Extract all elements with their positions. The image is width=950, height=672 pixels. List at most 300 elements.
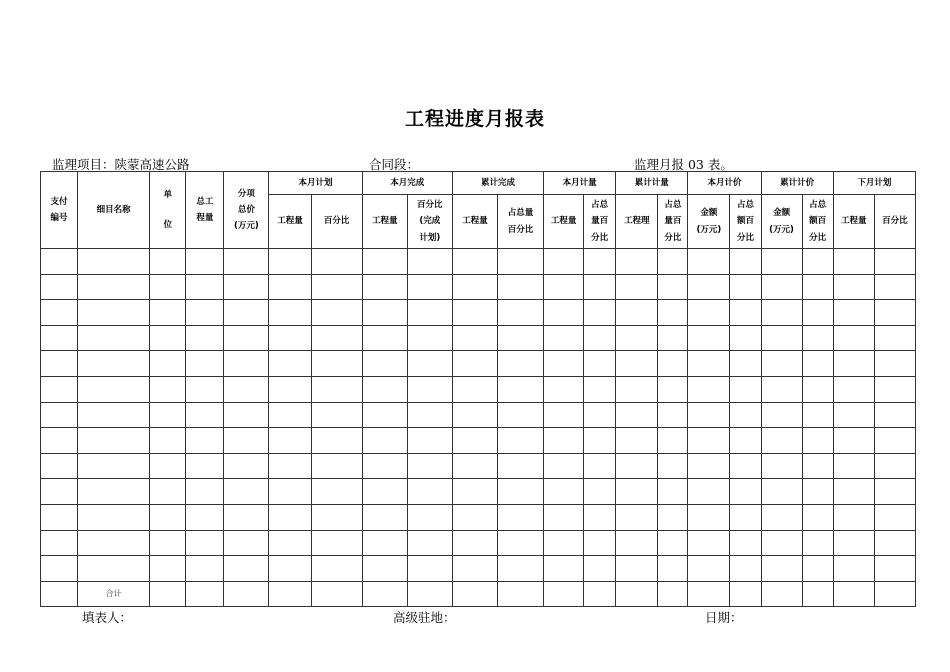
table-cell bbox=[452, 428, 497, 454]
table-cell bbox=[874, 402, 915, 428]
table-cell bbox=[186, 581, 224, 607]
table-cell bbox=[78, 504, 150, 530]
table-cell bbox=[269, 428, 311, 454]
group-done-month: 本月完成 bbox=[362, 172, 452, 195]
table-cell bbox=[688, 351, 730, 377]
table-cell bbox=[833, 479, 874, 505]
table-cell bbox=[362, 479, 407, 505]
table-cell bbox=[833, 376, 874, 402]
table-cell bbox=[802, 402, 833, 428]
table-cell bbox=[584, 428, 616, 454]
table-cell bbox=[658, 351, 688, 377]
table-cell bbox=[874, 479, 915, 505]
table-cell bbox=[452, 530, 497, 556]
table-cell bbox=[362, 504, 407, 530]
table-cell bbox=[186, 351, 224, 377]
table-cell bbox=[362, 402, 407, 428]
table-cell bbox=[616, 402, 658, 428]
table-cell bbox=[41, 274, 78, 300]
table-cell bbox=[186, 402, 224, 428]
table-cell bbox=[802, 530, 833, 556]
table-cell bbox=[452, 504, 497, 530]
table-cell bbox=[311, 453, 362, 479]
table-cell bbox=[616, 300, 658, 326]
table-cell bbox=[874, 504, 915, 530]
table-cell bbox=[150, 479, 186, 505]
table-cell bbox=[311, 530, 362, 556]
table-cell bbox=[150, 376, 186, 402]
table-cell bbox=[544, 376, 584, 402]
table-cell bbox=[544, 428, 584, 454]
table-cell bbox=[544, 556, 584, 582]
table-cell bbox=[616, 325, 658, 351]
table-cell bbox=[224, 249, 269, 275]
table-cell bbox=[362, 428, 407, 454]
table-cell bbox=[761, 300, 802, 326]
table-cell bbox=[452, 325, 497, 351]
table-cell bbox=[362, 376, 407, 402]
table-cell bbox=[150, 504, 186, 530]
sub-done-pct: 百分比 (完成 计划) bbox=[407, 195, 452, 249]
table-cell bbox=[584, 351, 616, 377]
sub-next-pct: 百分比 bbox=[874, 195, 915, 249]
table-cell bbox=[311, 274, 362, 300]
sub-meas-pct: 占总 量百 分比 bbox=[584, 195, 616, 249]
table-cell bbox=[833, 402, 874, 428]
contract-label: 合同段： bbox=[369, 157, 420, 172]
table-cell bbox=[584, 504, 616, 530]
table-cell bbox=[362, 581, 407, 607]
table-cell bbox=[269, 402, 311, 428]
table-cell bbox=[407, 249, 452, 275]
table-cell bbox=[150, 402, 186, 428]
table-cell bbox=[802, 351, 833, 377]
table-cell bbox=[362, 351, 407, 377]
table-cell bbox=[150, 530, 186, 556]
table-cell bbox=[224, 274, 269, 300]
table-cell bbox=[362, 325, 407, 351]
table-cell bbox=[362, 530, 407, 556]
sub-cum-qty: 工程量 bbox=[452, 195, 497, 249]
table-cell bbox=[186, 428, 224, 454]
table-cell bbox=[269, 556, 311, 582]
group-plan-next: 下月计划 bbox=[833, 172, 915, 195]
table-cell bbox=[41, 325, 78, 351]
table-cell bbox=[41, 530, 78, 556]
table-cell bbox=[833, 249, 874, 275]
sub-plan-qty: 工程量 bbox=[269, 195, 311, 249]
table-cell bbox=[150, 453, 186, 479]
table-cell bbox=[150, 325, 186, 351]
table-cell bbox=[78, 402, 150, 428]
table-cell bbox=[584, 530, 616, 556]
table-cell bbox=[362, 556, 407, 582]
table-cell bbox=[688, 402, 730, 428]
table-row bbox=[41, 249, 916, 275]
group-price-month: 本月计价 bbox=[688, 172, 761, 195]
table-cell bbox=[150, 274, 186, 300]
table-cell bbox=[452, 402, 497, 428]
table-cell bbox=[224, 402, 269, 428]
table-cell bbox=[224, 453, 269, 479]
table-cell bbox=[761, 274, 802, 300]
table-cell bbox=[730, 504, 761, 530]
table-cell bbox=[362, 453, 407, 479]
table-row bbox=[41, 530, 916, 556]
table-cell bbox=[150, 556, 186, 582]
table-cell bbox=[150, 249, 186, 275]
table-cell bbox=[730, 300, 761, 326]
header-item-name: 细目名称 bbox=[78, 172, 150, 249]
table-cell bbox=[186, 274, 224, 300]
table-cell bbox=[407, 428, 452, 454]
table-row bbox=[41, 504, 916, 530]
table-cell bbox=[78, 376, 150, 402]
table-cell bbox=[833, 530, 874, 556]
table-cell bbox=[874, 530, 915, 556]
table-row bbox=[41, 402, 916, 428]
table-cell bbox=[544, 530, 584, 556]
table-cell bbox=[497, 556, 543, 582]
table-cell bbox=[78, 428, 150, 454]
table-cell bbox=[452, 453, 497, 479]
table-cell bbox=[269, 249, 311, 275]
table-cell bbox=[224, 556, 269, 582]
table-cell bbox=[452, 249, 497, 275]
table-cell bbox=[269, 530, 311, 556]
table-cell bbox=[874, 274, 915, 300]
sub-next-qty: 工程量 bbox=[833, 195, 874, 249]
table-cell bbox=[584, 249, 616, 275]
table-cell bbox=[730, 581, 761, 607]
table-cell bbox=[78, 479, 150, 505]
table-cell bbox=[730, 428, 761, 454]
table-cell bbox=[452, 351, 497, 377]
table-cell bbox=[761, 504, 802, 530]
table-cell bbox=[688, 479, 730, 505]
table-cell bbox=[616, 428, 658, 454]
sub-done-qty: 工程量 bbox=[362, 195, 407, 249]
table-row bbox=[41, 556, 916, 582]
table-cell bbox=[407, 581, 452, 607]
table-cell bbox=[407, 504, 452, 530]
table-cell bbox=[41, 581, 78, 607]
table-cell bbox=[311, 325, 362, 351]
table-cell bbox=[150, 428, 186, 454]
table-cell bbox=[224, 530, 269, 556]
table-cell bbox=[616, 376, 658, 402]
table-cell bbox=[874, 376, 915, 402]
table-cell bbox=[544, 351, 584, 377]
table-cell bbox=[688, 504, 730, 530]
table-cell bbox=[658, 325, 688, 351]
table-row bbox=[41, 300, 916, 326]
table-cell bbox=[688, 453, 730, 479]
table-cell bbox=[874, 428, 915, 454]
table-cell bbox=[78, 249, 150, 275]
table-cell bbox=[186, 453, 224, 479]
table-cell bbox=[224, 504, 269, 530]
table-cell bbox=[730, 351, 761, 377]
table-cell bbox=[874, 249, 915, 275]
table-cell bbox=[186, 300, 224, 326]
table-cell bbox=[186, 325, 224, 351]
table-cell bbox=[802, 300, 833, 326]
table-cell bbox=[311, 581, 362, 607]
footer-station: 高级驻地： bbox=[393, 610, 456, 625]
table-cell bbox=[761, 402, 802, 428]
table-cell bbox=[544, 581, 584, 607]
page-title: 工程进度月报表 bbox=[404, 108, 545, 130]
table-cell bbox=[730, 479, 761, 505]
table-cell bbox=[616, 351, 658, 377]
table-cell bbox=[833, 300, 874, 326]
table-cell bbox=[730, 530, 761, 556]
table-cell bbox=[186, 556, 224, 582]
table-cell bbox=[78, 351, 150, 377]
table-cell bbox=[658, 504, 688, 530]
table-cell bbox=[407, 376, 452, 402]
table-cell bbox=[616, 274, 658, 300]
table-cell bbox=[584, 556, 616, 582]
table-cell bbox=[497, 453, 543, 479]
table-cell bbox=[761, 581, 802, 607]
table-cell bbox=[407, 530, 452, 556]
table-cell bbox=[874, 351, 915, 377]
sub-pricecum-amount: 金额 (万元) bbox=[761, 195, 802, 249]
table-cell bbox=[544, 504, 584, 530]
table-cell bbox=[658, 530, 688, 556]
table-cell bbox=[224, 428, 269, 454]
sub-meas-qty: 工程量 bbox=[544, 195, 584, 249]
table-cell bbox=[658, 428, 688, 454]
table-cell bbox=[150, 300, 186, 326]
table-cell bbox=[407, 325, 452, 351]
table-cell bbox=[41, 428, 78, 454]
table-cell bbox=[41, 249, 78, 275]
table-row bbox=[41, 453, 916, 479]
table-cell bbox=[497, 530, 543, 556]
table-cell bbox=[658, 376, 688, 402]
table-cell bbox=[730, 453, 761, 479]
table-cell bbox=[658, 274, 688, 300]
footer-date: 日期： bbox=[705, 610, 743, 625]
table-cell bbox=[497, 351, 543, 377]
table-cell bbox=[730, 274, 761, 300]
table-cell bbox=[761, 249, 802, 275]
table-cell bbox=[269, 274, 311, 300]
table-cell bbox=[833, 274, 874, 300]
footer-filler: 填表人： bbox=[82, 610, 133, 625]
table-cell bbox=[688, 428, 730, 454]
table-cell bbox=[78, 530, 150, 556]
table-cell bbox=[78, 300, 150, 326]
table-row bbox=[41, 428, 916, 454]
table-cell bbox=[802, 479, 833, 505]
table-cell bbox=[658, 453, 688, 479]
table-cell bbox=[584, 581, 616, 607]
group-meas-cum: 累计计量 bbox=[616, 172, 688, 195]
table-cell bbox=[452, 376, 497, 402]
group-done-cum: 累计完成 bbox=[452, 172, 543, 195]
table-cell bbox=[802, 274, 833, 300]
table-cell bbox=[78, 556, 150, 582]
table-cell bbox=[688, 556, 730, 582]
table-cell bbox=[41, 351, 78, 377]
table-cell bbox=[688, 376, 730, 402]
table-cell bbox=[761, 351, 802, 377]
header-item-total: 分项 总价 (万元) bbox=[224, 172, 269, 249]
table-cell bbox=[616, 504, 658, 530]
table-cell bbox=[497, 504, 543, 530]
table-cell bbox=[407, 274, 452, 300]
table-cell bbox=[761, 428, 802, 454]
table-cell bbox=[616, 249, 658, 275]
progress-table bbox=[40, 171, 916, 607]
table-cell bbox=[497, 249, 543, 275]
table-cell bbox=[311, 351, 362, 377]
table-cell bbox=[730, 325, 761, 351]
table-cell bbox=[452, 479, 497, 505]
table-cell bbox=[269, 351, 311, 377]
table-cell bbox=[41, 556, 78, 582]
table-row bbox=[41, 376, 916, 402]
table-cell bbox=[311, 300, 362, 326]
table-cell bbox=[269, 325, 311, 351]
group-plan-month: 本月计划 bbox=[269, 172, 362, 195]
table-cell bbox=[688, 325, 730, 351]
table-cell bbox=[688, 274, 730, 300]
table-cell bbox=[802, 428, 833, 454]
table-cell bbox=[802, 453, 833, 479]
table-cell bbox=[544, 300, 584, 326]
table-cell bbox=[269, 504, 311, 530]
table-cell bbox=[761, 453, 802, 479]
table-cell bbox=[544, 479, 584, 505]
table-cell bbox=[78, 274, 150, 300]
sub-plan-pct: 百分比 bbox=[311, 195, 362, 249]
table-cell bbox=[452, 581, 497, 607]
table-row bbox=[41, 351, 916, 377]
table-cell bbox=[833, 453, 874, 479]
table-cell bbox=[407, 402, 452, 428]
table-cell bbox=[584, 300, 616, 326]
table-cell bbox=[186, 249, 224, 275]
table-cell bbox=[150, 581, 186, 607]
table-cell bbox=[41, 453, 78, 479]
table-cell bbox=[761, 556, 802, 582]
table-cell bbox=[544, 249, 584, 275]
table-cell bbox=[802, 325, 833, 351]
table-cell bbox=[833, 325, 874, 351]
table-cell bbox=[497, 376, 543, 402]
table-cell bbox=[311, 428, 362, 454]
table-cell bbox=[269, 581, 311, 607]
table-cell bbox=[269, 376, 311, 402]
table-row bbox=[41, 274, 916, 300]
table-cell bbox=[150, 351, 186, 377]
table-cell bbox=[497, 300, 543, 326]
table-cell bbox=[874, 453, 915, 479]
table-cell bbox=[730, 556, 761, 582]
table-cell bbox=[874, 556, 915, 582]
table-cell bbox=[658, 479, 688, 505]
sub-cum-pct: 占总量 百分比 bbox=[497, 195, 543, 249]
report-label: 监理月报 03 表。 bbox=[634, 157, 733, 172]
table-cell bbox=[362, 249, 407, 275]
table-cell bbox=[544, 402, 584, 428]
table-cell bbox=[497, 479, 543, 505]
table-cell bbox=[658, 581, 688, 607]
table-cell bbox=[311, 402, 362, 428]
table-cell bbox=[802, 556, 833, 582]
table-cell bbox=[41, 376, 78, 402]
table-cell bbox=[616, 581, 658, 607]
table-cell bbox=[802, 376, 833, 402]
table-cell bbox=[452, 274, 497, 300]
table-cell bbox=[224, 325, 269, 351]
table-cell bbox=[311, 556, 362, 582]
table-cell bbox=[833, 556, 874, 582]
table-cell bbox=[407, 351, 452, 377]
table-cell bbox=[833, 504, 874, 530]
table-cell bbox=[688, 300, 730, 326]
table-cell bbox=[497, 581, 543, 607]
table-cell bbox=[269, 453, 311, 479]
project-value: 陕蒙高速公路 bbox=[114, 157, 190, 172]
table-cell bbox=[407, 479, 452, 505]
table-cell bbox=[186, 376, 224, 402]
table-cell bbox=[186, 530, 224, 556]
table-cell bbox=[761, 376, 802, 402]
table-cell bbox=[407, 453, 452, 479]
table-cell bbox=[311, 504, 362, 530]
sub-price-amount: 金额 (万元) bbox=[688, 195, 730, 249]
table-cell bbox=[688, 530, 730, 556]
table-cell bbox=[269, 479, 311, 505]
table-cell bbox=[658, 249, 688, 275]
table-cell bbox=[497, 428, 543, 454]
table-cell bbox=[497, 325, 543, 351]
table-cell bbox=[311, 479, 362, 505]
table-cell bbox=[802, 581, 833, 607]
table-cell bbox=[224, 351, 269, 377]
table-cell bbox=[544, 453, 584, 479]
table-row bbox=[41, 325, 916, 351]
table-cell bbox=[452, 556, 497, 582]
header-pay-no: 支付 编号 bbox=[41, 172, 78, 249]
group-price-cum: 累计计价 bbox=[761, 172, 833, 195]
table-cell bbox=[584, 325, 616, 351]
table-cell bbox=[362, 300, 407, 326]
table-cell bbox=[874, 581, 915, 607]
project-label: 监理项目： bbox=[52, 157, 115, 172]
header-total-qty: 总工 程量 bbox=[186, 172, 224, 249]
table-cell bbox=[544, 274, 584, 300]
table-cell bbox=[616, 556, 658, 582]
table-cell bbox=[186, 479, 224, 505]
table-cell bbox=[833, 581, 874, 607]
table-cell bbox=[41, 504, 78, 530]
table-cell bbox=[311, 376, 362, 402]
table-cell bbox=[616, 453, 658, 479]
table-cell bbox=[802, 504, 833, 530]
table-cell bbox=[833, 351, 874, 377]
table-cell bbox=[688, 249, 730, 275]
table-cell bbox=[224, 300, 269, 326]
table-cell bbox=[584, 453, 616, 479]
table-cell bbox=[616, 530, 658, 556]
